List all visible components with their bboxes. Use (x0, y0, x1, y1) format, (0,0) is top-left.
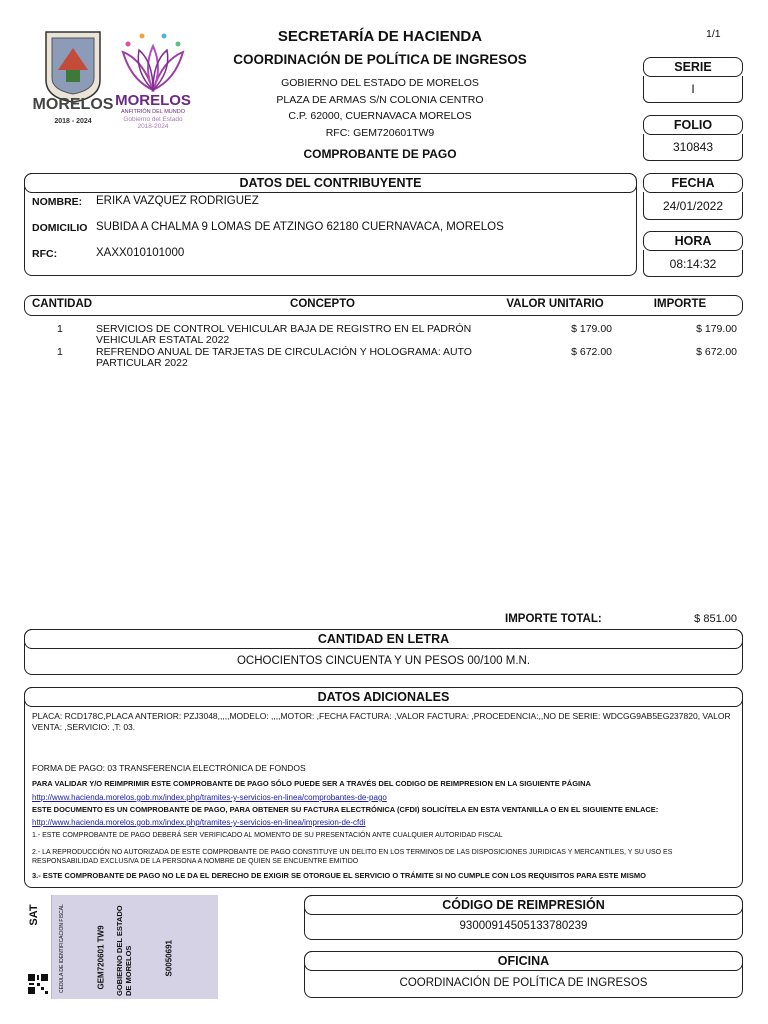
folio-label: FOLIO (643, 115, 743, 135)
col-concepto: CONCEPTO (290, 298, 355, 310)
header-line1: GOBIERNO DEL ESTADO DE MORELOS (281, 77, 479, 89)
note-3: 3.- ESTE COMPROBANTE DE PAGO NO LE DA EL DERECHO DE EXIGIR SE OTORGUE EL SERVICIO O TRÁMITE SI NO CUMPLE CON LOS REQUISITOS PARA ESTE MISMO (32, 871, 646, 880)
oficina-value: COORDINACIÓN DE POLÍTICA DE INGRESOS (399, 977, 648, 989)
reimpresion-header: CÓDIGO DE REIMPRESIÓN (304, 895, 743, 915)
cfdi-link[interactable]: http://www.hacienda.morelos.gob.mx/index.php/tramites-y-servicios-en-linea/impresion-de-cfdi (32, 818, 366, 827)
nombre-label: NOMBRE: (32, 196, 83, 208)
validar-text: PARA VALIDAR Y/O REIMPRIMIR ESTE COMPROBANTE DE PAGO SÓLO PUEDE SER A TRAVÉS DEL CODIGO DE REIMPRESION EN LA SIGUIENTE PÁGINA (32, 779, 591, 788)
hora-value: 08:14:32 (669, 257, 717, 271)
placa-info: PLACA: RCD178C,PLACA ANTERIOR: PZJ3048,,,,,MODELO: ,,,,MOTOR: ,FECHA FACTURA: ,VALOR FACTURA: ,PROCEDENCIA:,,NO DE SERIE: WDCGG9AB5EG237820, VALOR VENTA: ,SERVICIO: ,T: 03. (32, 711, 731, 732)
brand-years: 2018-2024 (137, 123, 169, 130)
rfc-label: RFC: (32, 248, 58, 260)
note-1: 1.- ESTE COMPROBANTE DE PAGO DEBERÁ SER VERIFICADO AL MOMENTO DE SU PRESENTACIÓN ANTE CUALQUIER AUTORIDAD FISCAL (32, 832, 503, 839)
seal-text: MORELOS (32, 96, 114, 113)
seal-years: 2018 - 2024 (54, 118, 92, 125)
page-number: 1/1 (706, 28, 721, 40)
brand-text: MORELOS (115, 92, 191, 109)
cedula-title: CEDULA DE IDENTIFICACION FISCAL (59, 904, 65, 993)
reimpresion-value: 93000914505133780239 (459, 920, 588, 932)
cedula-code: S0050691 (164, 940, 174, 977)
fecha-value: 24/01/2022 (662, 199, 724, 213)
letra-header: CANTIDAD EN LETRA (24, 629, 743, 649)
col-cantidad: CANTIDAD (32, 298, 93, 310)
domicilio-label: DOMICILIO (32, 222, 88, 234)
morelos-brand-logo (112, 30, 194, 130)
cedula-rfc: GEM720601 TW9 (96, 925, 106, 990)
domicilio-value: SUBIDA A CHALMA 9 LOMAS DE ATZINGO 62180 CUERNAVACA, MORELOS (96, 221, 504, 233)
nombre-value: ERIKA VAZQUEZ RODRIGUEZ (96, 195, 259, 207)
contribuyente-header: DATOS DEL CONTRIBUYENTE (24, 173, 637, 193)
comprobantes-link[interactable]: http://www.hacienda.morelos.gob.mx/index.php/tramites-y-servicios-en-linea/comprobantes-de-pago (32, 793, 387, 802)
folio-value: 310843 (672, 140, 714, 154)
col-valor-unitario: VALOR UNITARIO (506, 298, 604, 310)
row-importe: $ 179.00 (696, 323, 737, 335)
row-cantidad: 1 (57, 346, 63, 358)
header-line4: RFC: GEM720601TW9 (325, 126, 435, 139)
hora-label: HORA (643, 231, 743, 251)
note-2: 2.- LA REPRODUCCIÓN NO AUTORIZADA DE ESTE COMPROBANTE DE PAGO CONSTITUYE UN DELITO EN LOS TERMINOS DE LAS DISPOSICIONES JURIDICAS Y MERCANTILES, Y SU USO ES RESPONSABILIDAD EXCLUSIVA DE LA PERSONA A NOMBRE DE QUIEN SE ENCUENTRE EMITIDO (32, 849, 673, 865)
brand-subtitle: ANFITRIÓN DEL MUNDO (121, 109, 185, 115)
row-concepto: SERVICIOS DE CONTROL VEHICULAR BAJA DE REGISTRO EN EL PADRÓN VEHICULAR ESTATAL 2022 (96, 323, 472, 346)
doc-type: COMPROBANTE DE PAGO (303, 147, 457, 161)
lotus-flower-icon (112, 30, 194, 92)
row-valor: $ 672.00 (571, 346, 612, 358)
coat-of-arms-icon (28, 30, 118, 130)
brand-gov: Gobierno del Estado (123, 116, 183, 123)
header-subtitle: COORDINACIÓN DE POLÍTICA DE INGRESOS (233, 52, 527, 67)
row-concepto: REFRENDO ANUAL DE TARJETAS DE CIRCULACIÓN Y HOLOGRAMA: AUTO PARTICULAR 2022 (96, 346, 472, 369)
factura-text: ESTE DOCUMENTO ES UN COMPROBANTE DE PAGO, PARA OBTENER SU FACTURA ELECTRÓNICA (CFDI) SOLICÍTELA EN ESTA VENTANILLA O EN EL SIGUIENTE ENLACE: (32, 805, 659, 814)
total-value: $ 851.00 (694, 613, 737, 625)
sat-logo: SAT (28, 904, 40, 926)
cedula-name: GOBIERNO DEL ESTADO DE MORELOS (115, 905, 133, 996)
qr-code-icon (27, 973, 49, 995)
forma-pago: FORMA DE PAGO: 03 TRANSFERENCIA ELECTRÓNICA DE FONDOS (32, 763, 306, 773)
fecha-label: FECHA (643, 173, 743, 193)
row-cantidad: 1 (57, 323, 63, 335)
morelos-seal-logo (28, 30, 118, 130)
oficina-header: OFICINA (304, 951, 743, 971)
header-title: SECRETARÍA DE HACIENDA (277, 28, 483, 45)
cedula-fiscal-image (24, 895, 218, 999)
serie-label: SERIE (643, 57, 743, 77)
row-valor: $ 179.00 (571, 323, 612, 335)
header-line3: C.P. 62000, CUERNAVACA MORELOS (288, 110, 472, 122)
letra-value: OCHOCIENTOS CINCUENTA Y UN PESOS 00/100 M.N. (236, 655, 531, 667)
serie-value: I (691, 82, 695, 96)
adicionales-header: DATOS ADICIONALES (24, 687, 743, 707)
header-line2: PLAZA DE ARMAS S/N COLONIA CENTRO (276, 93, 484, 106)
rfc-value: XAXX010101000 (96, 247, 185, 259)
row-importe: $ 672.00 (696, 346, 737, 358)
total-label: IMPORTE TOTAL: (505, 613, 602, 625)
col-importe: IMPORTE (653, 298, 707, 310)
